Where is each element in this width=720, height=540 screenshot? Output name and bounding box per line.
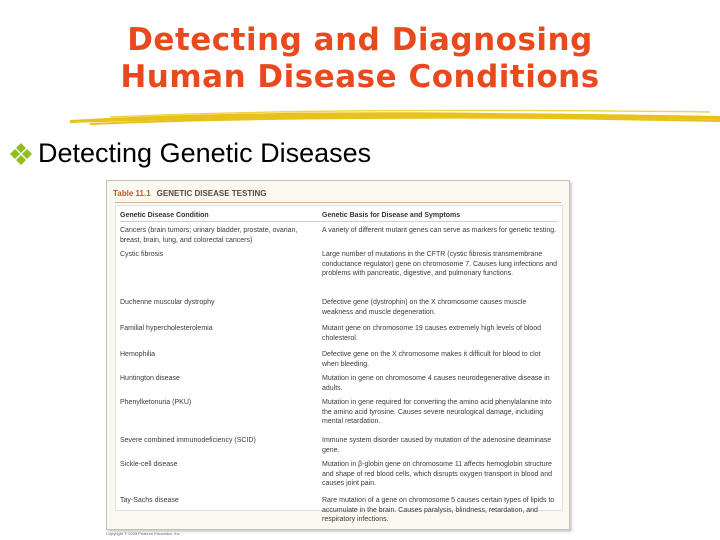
copyright-note: Copyright © 2009 Pearson Education, Inc.: [106, 531, 181, 536]
caption-rule: [115, 202, 561, 203]
row-basis: Defective gene (dystrophin) on the X chromosome causes muscle weakness and muscle degeneration.: [322, 299, 527, 316]
row-condition: Severe combined immunodeficiency (SCID): [120, 437, 256, 444]
row-condition: Cystic fibrosis: [120, 251, 164, 258]
slide-title: [0, 22, 720, 96]
bullet-item: [8, 138, 371, 169]
row-condition: Tay-Sachs disease: [120, 497, 179, 504]
title-line-1: Detecting and Diagnosing: [127, 22, 593, 58]
genetic-disease-table: [106, 180, 570, 530]
row-basis: A variety of different mutant genes can serve as markers for genetic testing.: [322, 227, 557, 234]
table-body: [115, 205, 563, 523]
row-basis: Defective gene on the X chromosome makes it difficult for blood to clot when bleeding.: [322, 351, 541, 368]
header-rule: [120, 221, 558, 222]
row-basis: Rare mutation of a gene on chromosome 5 causes certain types of lipids to accumulate in the brain. Causes paralysis, blindness, retardation, and respiratory infections.: [322, 497, 555, 523]
column-header-basis: Genetic Basis for Disease and Symptoms: [322, 212, 461, 219]
row-condition: Phenylketonuria (PKU): [120, 399, 192, 406]
row-condition: Familial hypercholesterolemia: [120, 325, 213, 332]
row-basis: Mutation in gene required for converting the amino acid phenylalanine into the amino acid tyrosine. Causes severe neurological damage, including mental retardation.: [322, 399, 552, 425]
row-basis: Mutant gene on chromosome 19 causes extremely high levels of blood cholesterol.: [322, 325, 542, 342]
diamond-cluster-icon: [8, 141, 34, 167]
column-header-condition: Genetic Disease Condition: [120, 212, 209, 219]
row-basis: Large number of mutations in the CFTR (cystic fibrosis transmembrane conductance regulator) gene on chromosome 7. Causes lung infections and problems with pancreatic, digestive, and pulmonary functions.: [322, 251, 558, 277]
table-caption: [113, 189, 266, 198]
row-condition: Sickle-cell disease: [120, 461, 178, 468]
title-underline: [70, 104, 720, 130]
row-condition: Duchenne muscular dystrophy: [120, 299, 215, 306]
row-basis: Immune system disorder caused by mutation of the adenosine deaminase gene.: [322, 437, 552, 454]
row-condition: Cancers (brain tumors; urinary bladder, prostate, ovarian, breast, brain, lung, and colorectal cancers): [120, 227, 298, 244]
row-condition: Huntington disease: [120, 375, 180, 382]
title-line-2: Human Disease Conditions: [120, 59, 600, 95]
bullet-text: Detecting Genetic Diseases: [38, 138, 372, 168]
table-number: Table 11.1: [113, 189, 151, 198]
table-title: GENETIC DISEASE TESTING: [156, 189, 267, 198]
row-condition: Hemophilia: [120, 351, 156, 358]
row-basis: Mutation in gene on chromosome 4 causes neurodegenerative disease in adults.: [322, 375, 550, 392]
row-basis: Mutation in β-globin gene on chromosome 11 affects hemoglobin structure and shape of red blood cells, which disrupts oxygen transport in blood and causes joint pain.: [322, 461, 552, 487]
